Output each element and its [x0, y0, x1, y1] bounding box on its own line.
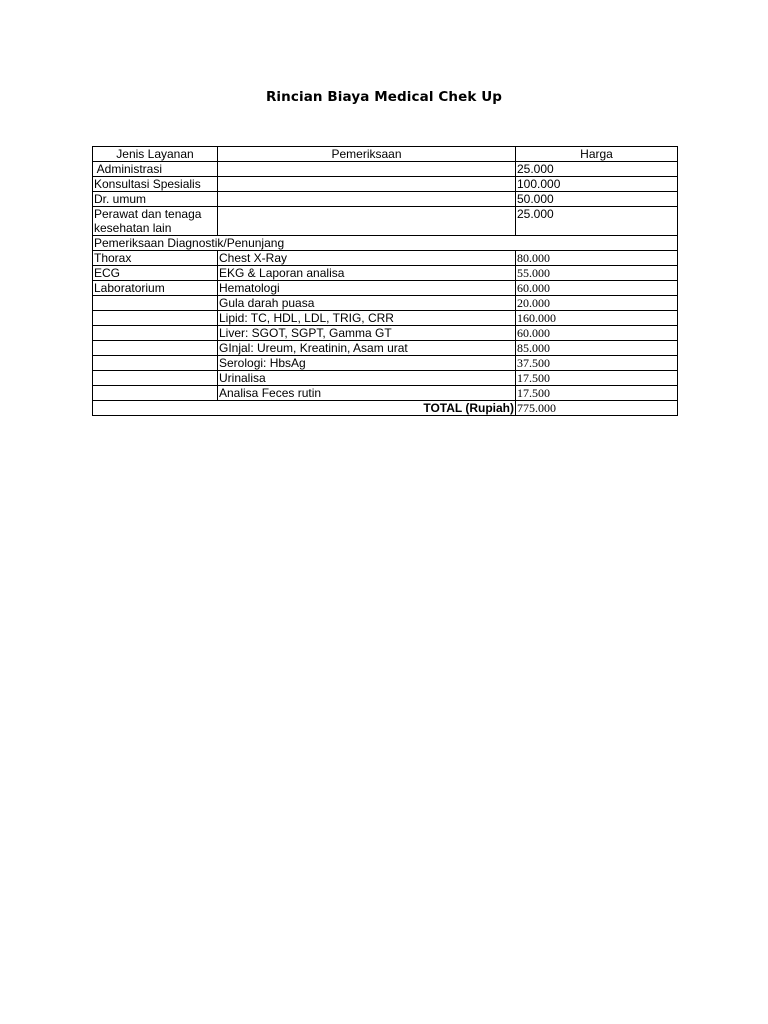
cell-harga: 17.500 — [516, 371, 678, 386]
total-row — [93, 401, 678, 416]
section-row — [93, 236, 678, 251]
cell-pemeriksaan: Gula darah puasa — [218, 296, 516, 311]
cell-harga: 60.000 — [516, 281, 678, 296]
cell-pemeriksaan: Lipid: TC, HDL, LDL, TRIG, CRR — [218, 311, 516, 326]
cell-harga: 100.000 — [516, 177, 678, 192]
cell-layanan — [93, 311, 218, 326]
cell-harga: 25.000 — [516, 162, 678, 177]
header-harga: Harga — [516, 147, 678, 162]
cost-table-body — [93, 147, 678, 416]
cell-pemeriksaan: Serologi: HbsAg — [218, 356, 516, 371]
cell-pemeriksaan: Urinalisa — [218, 371, 516, 386]
cell-layanan: Laboratorium — [93, 281, 218, 296]
table-row — [93, 356, 678, 371]
cell-layanan: Perawat dan tenaga kesehatan lain — [93, 207, 218, 236]
cell-pemeriksaan: EKG & Laporan analisa — [218, 266, 516, 281]
cell-harga: 55.000 — [516, 266, 678, 281]
section-label: Pemeriksaan Diagnostik/Penunjang — [93, 236, 678, 251]
total-label: TOTAL (Rupiah) — [93, 401, 516, 416]
header-pemeriksaan: Pemeriksaan — [218, 147, 516, 162]
cell-layanan: Administrasi — [93, 162, 218, 177]
cell-pemeriksaan: Hematologi — [218, 281, 516, 296]
cell-pemeriksaan: Analisa Feces rutin — [218, 386, 516, 401]
table-row — [93, 192, 678, 207]
cell-layanan: Thorax — [93, 251, 218, 266]
cell-pemeriksaan — [218, 177, 516, 192]
table-row — [93, 311, 678, 326]
table-row — [93, 371, 678, 386]
table-row — [93, 177, 678, 192]
cell-harga: 80.000 — [516, 251, 678, 266]
table-row — [93, 341, 678, 356]
cost-table — [92, 146, 678, 416]
cell-layanan — [93, 356, 218, 371]
cell-harga: 17.500 — [516, 386, 678, 401]
cell-layanan — [93, 386, 218, 401]
table-row — [93, 162, 678, 177]
cell-layanan — [93, 341, 218, 356]
header-jenis-layanan: Jenis Layanan — [93, 147, 218, 162]
cell-layanan — [93, 296, 218, 311]
cell-pemeriksaan — [218, 207, 516, 236]
cell-pemeriksaan: Chest X-Ray — [218, 251, 516, 266]
cell-harga: 50.000 — [516, 192, 678, 207]
cell-layanan: Konsultasi Spesialis — [93, 177, 218, 192]
table-row — [93, 296, 678, 311]
table-row — [93, 386, 678, 401]
cell-harga: 160.000 — [516, 311, 678, 326]
cell-pemeriksaan — [218, 162, 516, 177]
cell-harga: 37.500 — [516, 356, 678, 371]
cell-harga: 25.000 — [516, 207, 678, 236]
cell-harga: 85.000 — [516, 341, 678, 356]
cell-harga: 60.000 — [516, 326, 678, 341]
table-row — [93, 266, 678, 281]
cell-pemeriksaan: Liver: SGOT, SGPT, Gamma GT — [218, 326, 516, 341]
header-row — [93, 147, 678, 162]
cell-layanan: ECG — [93, 266, 218, 281]
table-row — [93, 207, 678, 236]
table-row — [93, 281, 678, 296]
table-row — [93, 326, 678, 341]
total-value: 775.000 — [516, 401, 678, 416]
page-title: Rincian Biaya Medical Chek Up — [265, 89, 503, 105]
table-row — [93, 251, 678, 266]
cell-pemeriksaan: GInjal: Ureum, Kreatinin, Asam urat — [218, 341, 516, 356]
cell-pemeriksaan — [218, 192, 516, 207]
cell-layanan: Dr. umum — [93, 192, 218, 207]
cell-layanan — [93, 326, 218, 341]
cell-harga: 20.000 — [516, 296, 678, 311]
cell-layanan — [93, 371, 218, 386]
